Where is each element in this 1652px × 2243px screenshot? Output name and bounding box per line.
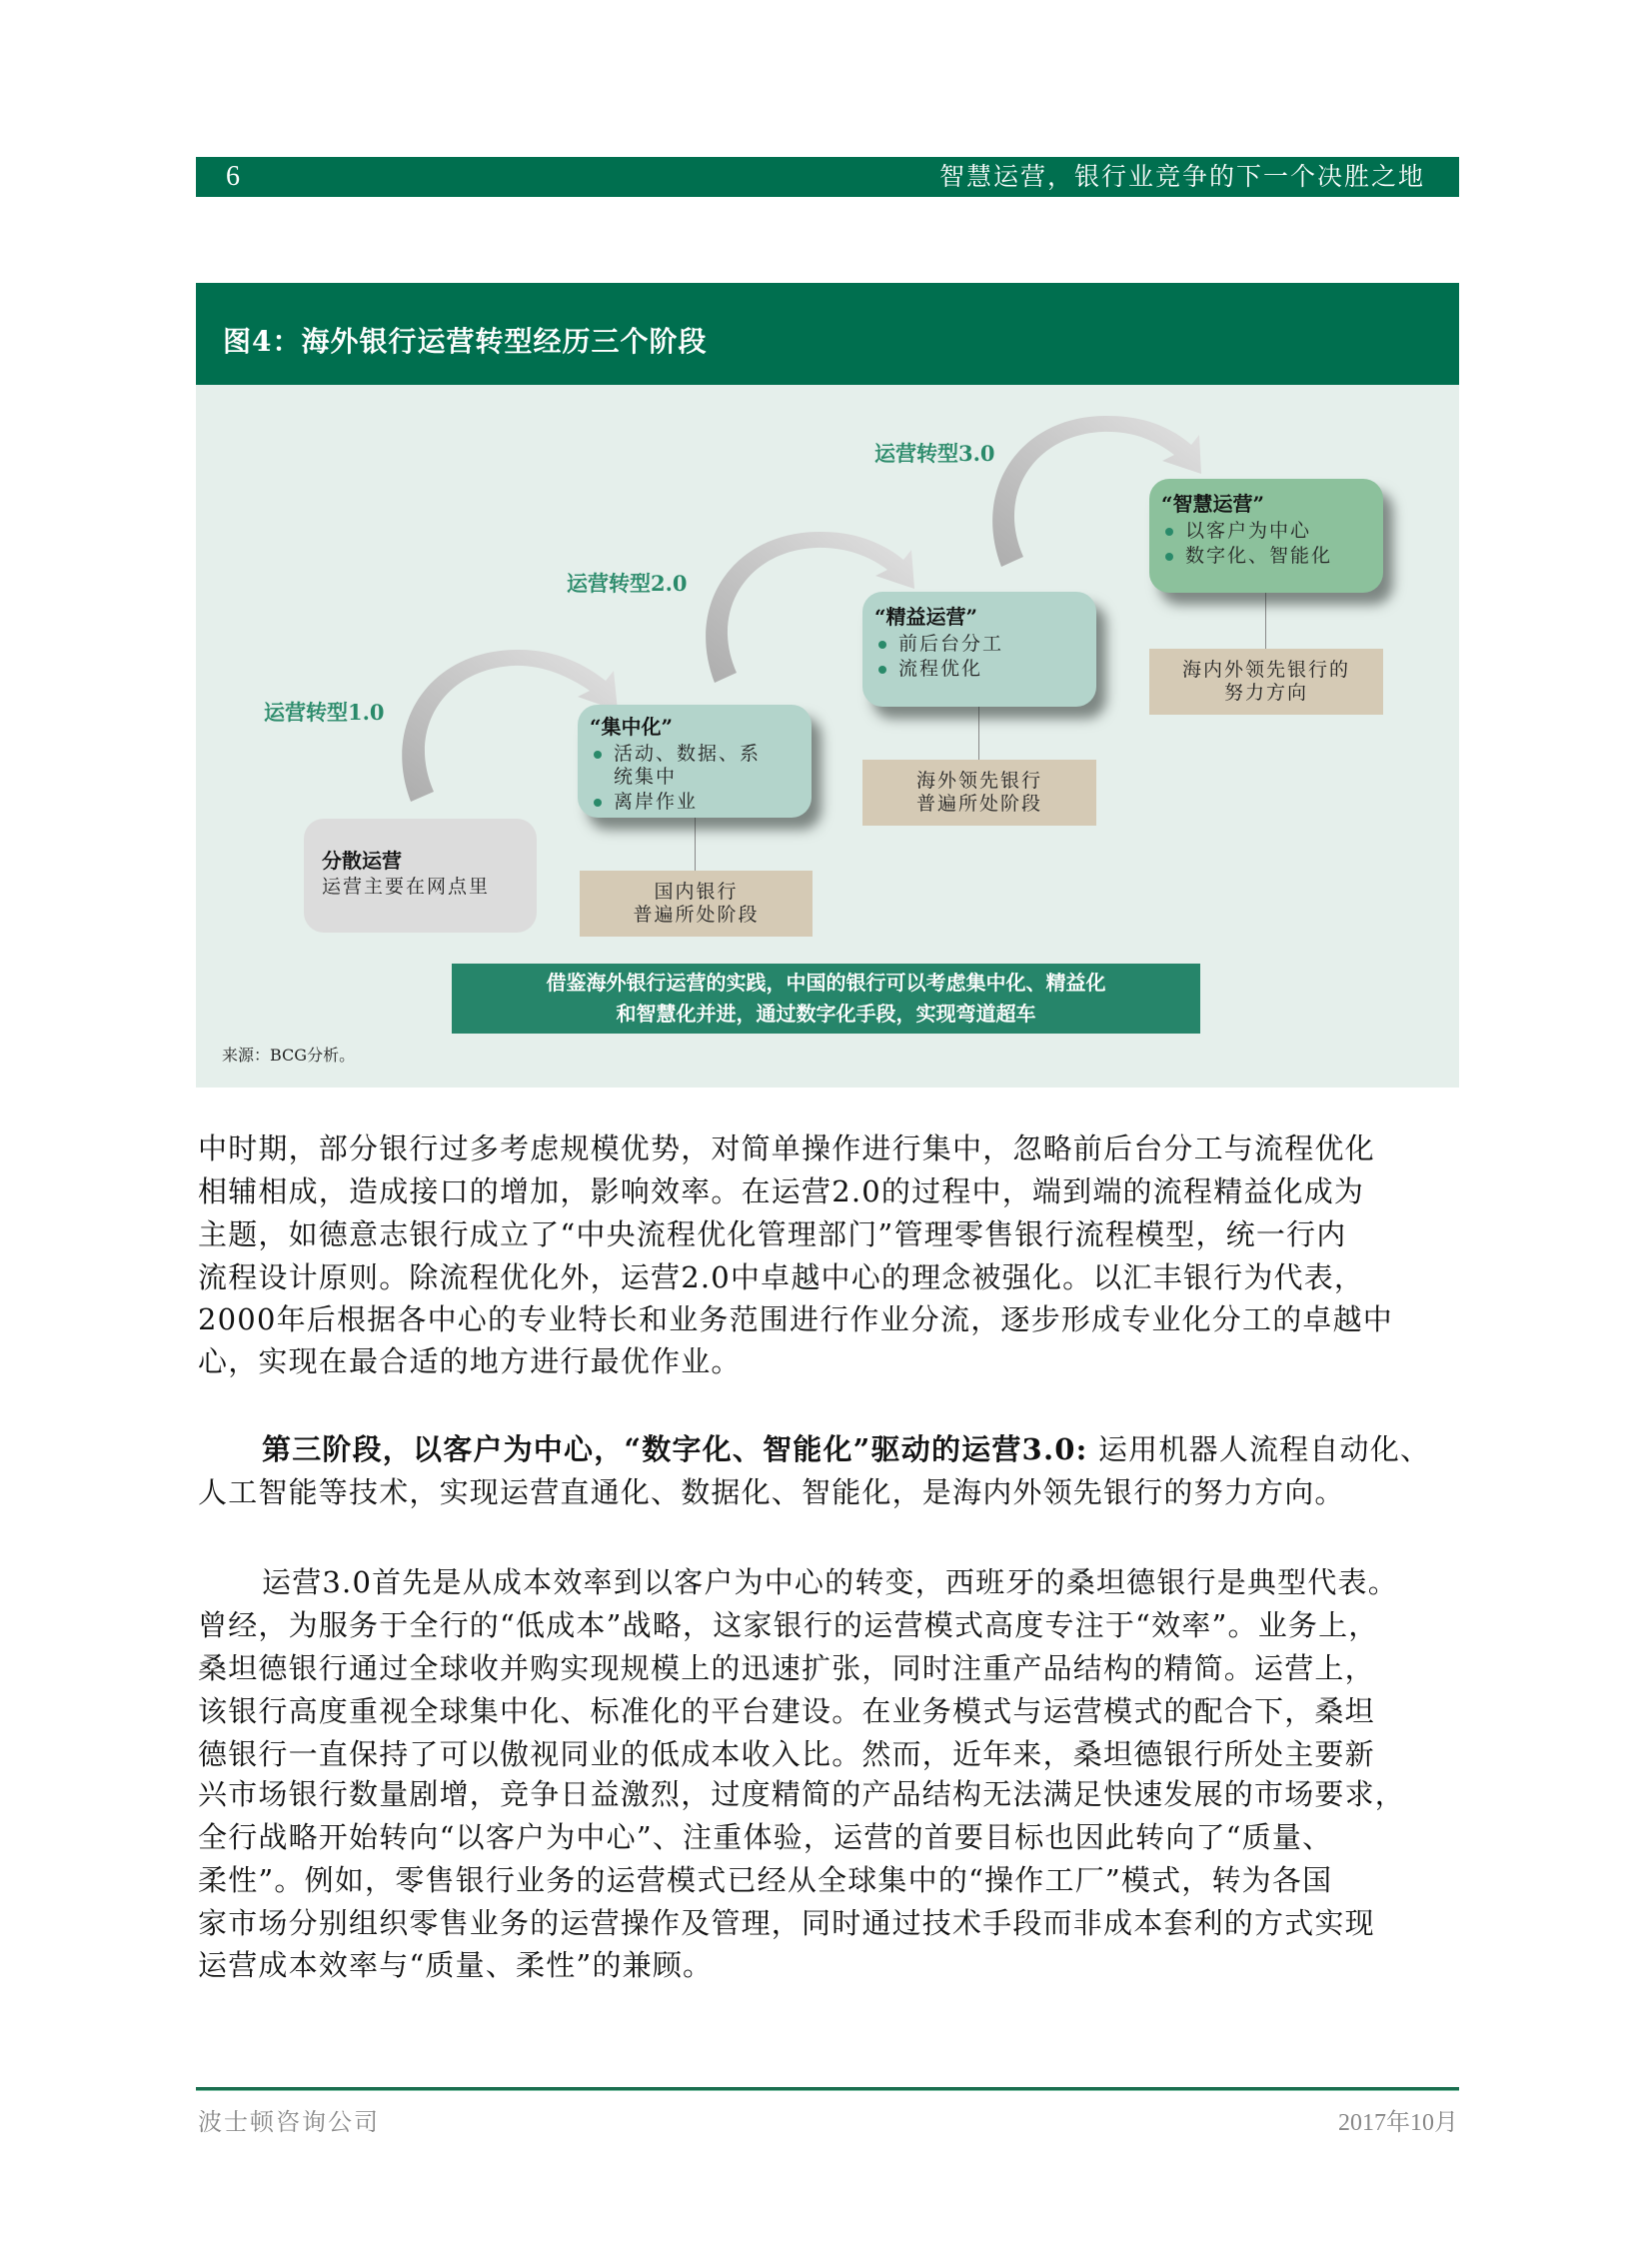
stage-label-1: 运营转型1.0: [264, 700, 385, 725]
stage-label-3: 运营转型3.0: [874, 441, 995, 466]
callout-banner: [452, 964, 1200, 1034]
bullet-list: [874, 633, 1086, 681]
bullet-dot-icon: [594, 751, 602, 759]
note-overseas-leading-banks: 海外领先银行 普遍所处阶段: [862, 760, 1096, 826]
paragraph-3-line: 桑坦德银行通过全球收并购实现规模上的迅速扩张，同时注重产品结构的精简。运营上，: [198, 1651, 1375, 1685]
paragraph-3-line: 曾经，为服务于全行的“低成本”战略，这家银行的运营模式高度专注于“效率”。业务上，: [198, 1608, 1379, 1642]
figure-4: [196, 283, 1459, 1088]
bullet-list: [1161, 520, 1373, 568]
box-title: “精益运营”: [874, 605, 978, 629]
paragraph-2-line: 第三阶段，以客户为中心，“数字化、智能化”驱动的运营3.0: 运用机器人流程自动化、: [262, 1432, 1431, 1466]
paragraph-3-line: 该银行高度重视全球集中化、标准化的平台建设。在业务模式与运营模式的配合下，桑坦: [198, 1694, 1375, 1728]
paragraph-1-line: 2000年后根据各中心的专业特长和业务范围进行作业分流，逐步形成专业化分工的卓越中: [198, 1302, 1394, 1336]
note-global-leading-banks: 海内外领先银行的 努力方向: [1149, 649, 1383, 715]
bullet-dot-icon: [1165, 553, 1173, 561]
footer-divider: [196, 2087, 1459, 2091]
box-title: 分散运营: [322, 849, 402, 873]
paragraph-2-line: 人工智能等技术，实现运营直通化、数据化、智能化，是海内外领先银行的努力方向。: [198, 1475, 1345, 1509]
connector-line: [1265, 593, 1266, 649]
bullet-item: 离岸作业: [590, 791, 802, 814]
paragraph-1-line: 流程设计原则。除流程优化外，运营2.0中卓越中心的理念被强化。以汇丰银行为代表，: [198, 1260, 1365, 1294]
paragraph-2-lead: 第三阶段，以客户为中心，“数字化、智能化”驱动的运营3.0:: [262, 1432, 1088, 1466]
paragraph-1-line: 主题，如德意志银行成立了“中央流程优化管理部门”管理零售银行流程模型，统一行内: [198, 1217, 1347, 1251]
paragraph-3-line: 运营成本效率与“质量、柔性”的兼顾。: [198, 1948, 714, 1982]
bullet-item: 数字化、智能化: [1161, 545, 1373, 568]
paragraph-3-line: 家市场分别组织零售业务的运营操作及管理，同时通过技术手段而非成本套利的方式实现: [198, 1906, 1375, 1940]
figure-source: 来源：BCG分析。: [222, 1046, 356, 1065]
box-decentralized-operations: [304, 819, 537, 933]
box-smart-operations: [1149, 479, 1383, 593]
running-title: 智慧运营，银行业竞争的下一个决胜之地: [938, 162, 1425, 191]
box-lean-operations: [862, 592, 1096, 707]
footer-company: 波士顿咨询公司: [198, 2108, 380, 2136]
paragraph-3-line: 全行战略开始转向“以客户为中心”、注重体验，运营的首要目标也因此转向了“质量、: [198, 1820, 1333, 1854]
callout-line-1: 借鉴海外银行运营的实践，中国的银行可以考虑集中化、精益化: [546, 971, 1106, 995]
bullet-dot-icon: [594, 799, 602, 807]
footer-date: 2017年10月: [1338, 2110, 1458, 2136]
note-domestic-banks: 国内银行 普遍所处阶段: [580, 871, 813, 937]
box-title: “集中化”: [590, 715, 674, 739]
figure-title: 图4：海外银行运营转型经历三个阶段: [223, 325, 708, 358]
box-centralization: [578, 705, 812, 818]
paragraph-3-line: 柔性”。例如，零售银行业务的运营模式已经从全球集中的“操作工厂”模式，转为各国: [198, 1863, 1333, 1897]
bullet-item: 活动、数据、系统集中: [590, 743, 764, 789]
box-text: 运营主要在网点里: [322, 876, 491, 898]
connector-line: [695, 818, 696, 871]
paragraph-3-line: 运营3.0首先是从成本效率到以客户为中心的转变，西班牙的桑坦德银行是典型代表。: [262, 1565, 1398, 1599]
paragraph-3-line: 德银行一直保持了可以傲视同业的低成本收入比。然而，近年来，桑坦德银行所处主要新: [198, 1737, 1375, 1771]
bullet-item: 以客户为中心: [1161, 520, 1373, 543]
paragraph-3-line: 兴市场银行数量剧增，竞争日益激烈，过度精简的产品结构无法满足快速发展的市场要求，: [198, 1777, 1406, 1811]
connector-line: [978, 707, 979, 760]
stage-label-2: 运营转型2.0: [567, 571, 688, 596]
paragraph-1-line: 中时期，部分银行过多考虑规模优势，对简单操作进行集中，忽略前后台分工与流程优化: [198, 1131, 1375, 1165]
bullet-dot-icon: [878, 641, 886, 649]
bullet-dot-icon: [878, 666, 886, 674]
bullet-item: 流程优化: [874, 658, 1086, 681]
page-number: 6: [226, 161, 240, 192]
bullet-dot-icon: [1165, 528, 1173, 536]
paragraph-1-line: 相辅相成，造成接口的增加，影响效率。在运营2.0的过程中，端到端的流程精益化成为: [198, 1174, 1365, 1208]
box-title: “智慧运营”: [1161, 492, 1265, 516]
page-header-bar: [196, 157, 1459, 197]
bullet-item: 前后台分工: [874, 633, 1086, 656]
bullet-list: [590, 743, 802, 814]
paragraph-1-line: 心，实现在最合适的地方进行最优作业。: [198, 1344, 742, 1378]
callout-line-2: 和智慧化并进，通过数字化手段，实现弯道超车: [616, 1002, 1036, 1026]
